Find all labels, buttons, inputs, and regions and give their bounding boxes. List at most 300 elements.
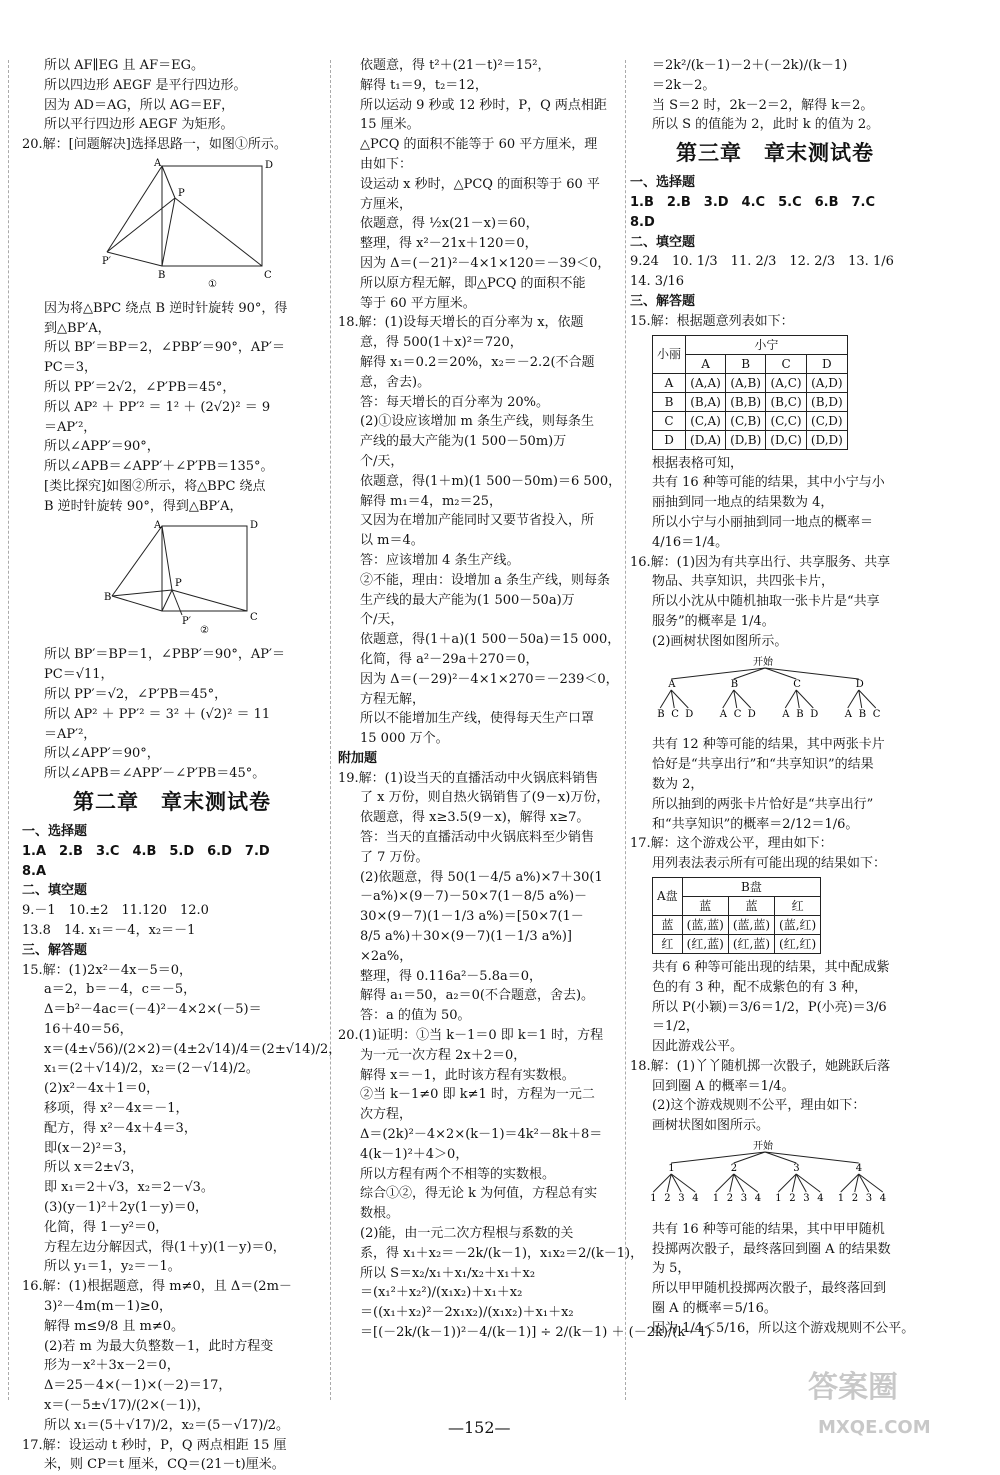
text-line: x₁＝(2＋√14)/2，x₂＝(2－√14)/2。 xyxy=(22,1059,322,1079)
text-line: 18.解：(1)设每天增长的百分率为 x，依题 xyxy=(338,313,630,333)
tree-leaf: A xyxy=(781,709,790,720)
text-line: ②当 k－1≠0 即 k≠1 时，方程为一元二 xyxy=(338,1085,630,1105)
question-20-header: 20.解：[问题解决]选择思路一，如图①所示。 xyxy=(22,135,322,155)
answer-line: 1.B 2.B 3.D 4.C 5.C 6.B 7.C xyxy=(630,193,920,213)
text-line: 所以四边形 AEGF 是平行四边形。 xyxy=(22,76,322,96)
text-line: 数为 2， xyxy=(630,775,920,795)
table-top-header: 小宁 xyxy=(686,335,848,354)
c2-block-1 xyxy=(338,56,630,749)
text-line: 共有 12 种等可能的结果，其中两张卡片 xyxy=(630,735,920,755)
text-line: 所以甲甲随机投掷两次骰子，最终落回到 xyxy=(630,1279,920,1299)
column-divider-1 xyxy=(330,60,331,1400)
figure-2-svg xyxy=(102,520,282,635)
text-line: 所以不能增加生产线，使得每天生产口罩 xyxy=(338,709,630,729)
text-line: (2)x²－4x＋1＝0， xyxy=(22,1079,322,1099)
table-cell: 蓝 xyxy=(653,915,683,934)
text-line: a＝2，b＝－4，c＝－5， xyxy=(22,980,322,1000)
text-line: 画树状图如图所示。 xyxy=(630,1116,920,1136)
text-line: ＝2k²/(k－1)－2＋(－2k)/(k－1) xyxy=(630,56,920,76)
figure-label: P′ xyxy=(182,616,192,627)
table-header-cell: B xyxy=(726,354,766,373)
table-cell: (蓝,蓝) xyxy=(682,915,728,934)
text-line: 所以 BP′＝BP＝1，∠PBP′＝90°，AP′＝ xyxy=(22,645,322,665)
text-line: ＝2k－2。 xyxy=(630,76,920,96)
table-cell: D xyxy=(653,430,686,449)
text-line: 次方程， xyxy=(338,1105,630,1125)
table-cell: (C,C) xyxy=(766,411,807,430)
table-cell: (蓝,蓝) xyxy=(728,915,774,934)
text-line: 答：当天的直播活动中火锅底料至少销售 xyxy=(338,828,630,848)
text-line: 所以运动 9 秒或 12 秒时，P，Q 两点相距 xyxy=(338,96,630,116)
text-line: －a%)×(9－7)－50×7(1－8/5 a%)－ xyxy=(338,887,630,907)
text-line: 因为将△BPC 绕点 B 逆时针旋转 90°，得 xyxy=(22,299,322,319)
table-cell: (红,蓝) xyxy=(728,934,774,953)
text-line: B 逆时针旋转 90°，得到△BP′A， xyxy=(22,497,322,517)
text-line: 即 x₁＝2＋√3，x₂＝2－√3。 xyxy=(22,1178,322,1198)
text-line: 16.解：(1)根据题意，得 m≠0，且 Δ＝(2m－ xyxy=(22,1277,322,1297)
text-line: 解得 a₁＝50，a₂＝0(不合题意，舍去)。 xyxy=(338,986,630,1006)
tree-branch xyxy=(848,690,859,708)
table-row xyxy=(653,335,848,354)
text-line: 了 x 万份，则自热火锅销售了(9－x)万份， xyxy=(338,788,630,808)
text-line: x＝(－5±√17)/(2×(－1))， xyxy=(22,1396,322,1416)
tree-leaf: C xyxy=(873,709,881,720)
tree-branch xyxy=(765,668,859,679)
tree-diagram-1-svg xyxy=(630,655,900,725)
table-cell: (红,红) xyxy=(775,934,821,953)
text-line: 4(k－1)²＋4＞0， xyxy=(338,1145,630,1165)
text-line: 所以 P(小颖)＝3/6＝1/2，P(小亮)＝3/6 xyxy=(630,998,920,1018)
c1-block-3 xyxy=(22,645,322,784)
c3-block-6 xyxy=(630,1220,920,1339)
text-line: (2)若 m 为最大负整数－1，此时方程变 xyxy=(22,1337,322,1357)
figure-label: C xyxy=(250,612,258,623)
figure-1 xyxy=(22,158,322,295)
tree-leaf: 4 xyxy=(880,1193,886,1204)
text-line: 16.解：(1)因为有共享出行、共享服务、共享 xyxy=(630,553,920,573)
text-line: 依题意，得(1＋m)(1 500－50m)＝6 500， xyxy=(338,472,630,492)
figure-label: A xyxy=(153,158,162,169)
section-heading-extra: 附加题 xyxy=(338,749,630,769)
answer-line: 8.D xyxy=(630,213,920,233)
text-line: 当 S＝2 时，2k－2＝2，解得 k＝2。 xyxy=(630,96,920,116)
text-line: 共有 16 种等可能的结果，其中小宁与小 xyxy=(630,473,920,493)
text-line: (2)这个游戏规则不公平，理由如下： xyxy=(630,1096,920,1116)
tree-leaf: 3 xyxy=(741,1193,747,1204)
text-line: 又因为在增加产能同时又要节省投入，所 xyxy=(338,511,630,531)
text-line: 答：应该增加 4 条生产线。 xyxy=(338,551,630,571)
tree-node: 2 xyxy=(731,1163,737,1174)
text-line: 所以原方程无解，即△PCQ 的面积不能 xyxy=(338,274,630,294)
text-line: 化简，得 a²－29a＋270＝0， xyxy=(338,650,630,670)
table-cell: (蓝,红) xyxy=(775,915,821,934)
text-line: 所以 S＝x₂/x₁＋x₁/x₂＋x₁＋x₂ xyxy=(338,1264,630,1284)
text-line: 17.解：这个游戏公平，理由如下： xyxy=(630,834,920,854)
text-line: (2)能，由一元二次方程根与系数的关 xyxy=(338,1224,630,1244)
tree-leaf: 3 xyxy=(803,1193,809,1204)
section-heading: 三、解答题 xyxy=(630,292,920,312)
text-line: 所以 S 的值能为 2，此时 k 的值为 2。 xyxy=(630,115,920,135)
text-line: 17.解：设运动 t 秒时，P，Q 两点相距 15 厘 xyxy=(22,1436,322,1456)
text-line: 综合①②，得无论 k 为何值，方程总有实 xyxy=(338,1184,630,1204)
text-line: 所以小宁与小丽抽到同一地点的概率＝ xyxy=(630,513,920,533)
figure-caption: ① xyxy=(208,279,217,290)
tree-node: C xyxy=(793,679,801,690)
text-line: 20.(1)证明：①当 k－1＝0 即 k＝1 时，方程 xyxy=(338,1026,630,1046)
text-line: 所以∠APB＝∠APP′＋∠P′PB＝135°。 xyxy=(22,457,322,477)
tree-leaf: B xyxy=(657,709,664,720)
c3-block-3 xyxy=(630,454,920,652)
text-line: 化简，得 1－y²＝0， xyxy=(22,1218,322,1238)
text-line: Δ＝25－4×(－1)×(－2)＝17， xyxy=(22,1376,322,1396)
text-line: 投掷两次骰子，最终落回到圈 A 的结果数 xyxy=(630,1240,920,1260)
answer-line: 1.A 2.B 3.C 4.B 5.D 6.D 7.D xyxy=(22,842,322,862)
tree-branch xyxy=(796,1174,806,1192)
text-line: 16＋40＝56， xyxy=(22,1020,322,1040)
text-line: 色的有 3 种，配不成紫色的有 3 种， xyxy=(630,978,920,998)
figure-label: C xyxy=(264,270,272,281)
text-line: 和“共享知识”的概率＝2/12＝1/6。 xyxy=(630,815,920,835)
tree-leaf: 1 xyxy=(713,1193,719,1204)
text-line: 用列表法表示所有可能出现的结果如下： xyxy=(630,854,920,874)
text-line: (2)依题意，得 50(1－4/5 a%)×7＋30(1 xyxy=(338,868,630,888)
tree-branch xyxy=(859,1174,869,1192)
text-line: △PCQ 的面积不能等于 60 平方厘米，理 xyxy=(338,135,630,155)
text-line: ＝AP′²， xyxy=(22,418,322,438)
tree-root: 开始 xyxy=(753,655,774,668)
chapter-2-title: 第二章 章末测试卷 xyxy=(22,788,322,816)
tree-leaf: 4 xyxy=(755,1193,761,1204)
table-cell: (A,C) xyxy=(766,373,807,392)
text-line: (2)①设应该增加 m 条生产线，则每条生 xyxy=(338,412,630,432)
text-line: PC＝3， xyxy=(22,358,322,378)
text-line: 所以∠APP′＝90°， xyxy=(22,744,322,764)
result-table-2 xyxy=(652,877,821,954)
result-table-1 xyxy=(652,335,848,450)
tree-node: 1 xyxy=(668,1163,674,1174)
tree-node: 3 xyxy=(793,1163,799,1174)
c3-block-1 xyxy=(630,56,920,135)
text-line: ②不能，理由：设增加 a 条生产线，则每条 xyxy=(338,571,630,591)
answer-line: 9.24 10. 1/3 11. 2/3 12. 2/3 13. 1/6 xyxy=(630,252,920,272)
tree-leaf: 2 xyxy=(727,1193,733,1204)
text-line: 所以平行四边形 AEGF 为矩形。 xyxy=(22,115,322,135)
text-line: x＝(4±√56)/(2×2)＝(4±2√14)/4＝(2±√14)/2， xyxy=(22,1040,322,1060)
table-header-cell: A xyxy=(686,354,726,373)
tree-node: D xyxy=(856,679,864,690)
tree-node: B xyxy=(731,679,738,690)
tree-root: 开始 xyxy=(753,1139,774,1152)
tree-diagram-2 xyxy=(630,1139,920,1216)
table-cell: (A,D) xyxy=(806,373,847,392)
tree-branch xyxy=(734,1174,744,1192)
tree-leaf: C xyxy=(671,709,679,720)
tree-leaf: 1 xyxy=(650,1193,656,1204)
section-heading: 一、选择题 xyxy=(22,822,322,842)
text-line: 形为－x²＋3x－2＝0， xyxy=(22,1356,322,1376)
c3-block-4 xyxy=(630,735,920,874)
watermark-logo: 答案圈 xyxy=(808,1378,898,1398)
text-line: 因此游戏公平。 xyxy=(630,1037,920,1057)
tree-leaf: D xyxy=(748,709,756,720)
text-line: 依题意，得 x≥3.5(9－x)，解得 x≥7。 xyxy=(338,808,630,828)
tree-leaf: 2 xyxy=(852,1193,858,1204)
text-line: 为 5， xyxy=(630,1259,920,1279)
text-line: 方程左边分解因式，得(1＋y)(1－y)＝0， xyxy=(22,1238,322,1258)
tree-branch xyxy=(796,1174,820,1192)
text-line: 因为 AD＝AG，所以 AG＝EF， xyxy=(22,96,322,116)
tree-branch xyxy=(660,690,671,708)
tree-branch xyxy=(671,1174,695,1192)
text-line: 物品、共享知识，共四张卡片， xyxy=(630,572,920,592)
figure-label: B xyxy=(158,270,165,281)
figure-label: A xyxy=(153,520,162,531)
table-cell: (D,A) xyxy=(686,430,726,449)
table-header-cell: C xyxy=(766,354,807,373)
text-line: Δ＝b²－4ac＝(－4)²－4×2×(－5)＝ xyxy=(22,1000,322,1020)
text-line: 所以 BP′＝BP＝2，∠PBP′＝90°，AP′＝ xyxy=(22,338,322,358)
text-line: ＝((x₁＋x₂)²－2x₁x₂)/(x₁x₂)＋x₁＋x₂ xyxy=(338,1303,630,1323)
text-line: 所以 PP′＝√2，∠P′PB＝45°， xyxy=(22,685,322,705)
text-line: 解得 x₁＝0.2＝20%，x₂＝－2.2(不合题 xyxy=(338,353,630,373)
text-line: PC＝√11， xyxy=(22,665,322,685)
text-line: 所以方程有两个不相等的实数根。 xyxy=(338,1165,630,1185)
table-row xyxy=(653,411,848,430)
text-line: 所以∠APB＝∠APP′－∠P′PB＝45°。 xyxy=(22,764,322,784)
answer-line: 8.A xyxy=(22,862,322,882)
tree-leaf: 2 xyxy=(664,1193,670,1204)
figure-label: D xyxy=(265,160,273,171)
tree-leaf: A xyxy=(844,709,853,720)
tree-leaf: B xyxy=(859,709,866,720)
c1-block-4 xyxy=(22,961,322,1475)
text-line: 到△BP′A， xyxy=(22,319,322,339)
text-line: 3)²－4m(m－1)≥0， xyxy=(22,1297,322,1317)
table-cell: B xyxy=(653,392,686,411)
table-cell: (A,B) xyxy=(726,373,766,392)
tree-leaf: A xyxy=(719,709,728,720)
text-line: 所以小沈从中随机抽取一张卡片是“共享 xyxy=(630,592,920,612)
tree-leaf: D xyxy=(810,709,818,720)
tree-branch xyxy=(734,1174,758,1192)
text-line: 15.解：根据题意列表如下： xyxy=(630,312,920,332)
chapter-3-title: 第三章 章末测试卷 xyxy=(630,139,920,167)
text-line: 所以抽到的两张卡片恰好是“共享出行” xyxy=(630,795,920,815)
tree-branch xyxy=(723,690,734,708)
tree-branch xyxy=(765,1152,859,1163)
c1-block-2 xyxy=(22,299,322,517)
text-line: 所以 AP² ＋ PP′² ＝ 1² ＋ (2√2)² ＝ 9 xyxy=(22,398,322,418)
tree-leaf: C xyxy=(734,709,742,720)
table-row xyxy=(653,430,848,449)
tree-leaf: 1 xyxy=(838,1193,844,1204)
text-line: 丽抽到同一地点的结果数为 4， xyxy=(630,493,920,513)
text-line: 恰好是“共享出行”和“共享知识”的结果 xyxy=(630,755,920,775)
tree-leaf: B xyxy=(796,709,803,720)
table-cell: (B,D) xyxy=(806,392,847,411)
tree-leaf: 4 xyxy=(817,1193,823,1204)
tree-branch xyxy=(653,1174,671,1192)
c2-block-2 xyxy=(338,769,630,1343)
text-line: 方厘米， xyxy=(338,195,630,215)
text-line: 解得 x＝－1，此时该方程有实数根。 xyxy=(338,1066,630,1086)
text-line: ＝(x₁²＋x₂²)/(x₁x₂)＋x₁＋x₂ xyxy=(338,1283,630,1303)
answer-line: 9.－1 10.±2 11.120 12.0 xyxy=(22,901,322,921)
text-line: 整理，得 x²－21x＋120＝0， xyxy=(338,234,630,254)
text-line: 所以 x＝2±√3， xyxy=(22,1158,322,1178)
text-line: 依题意，得(1＋a)(1 500－50a)＝15 000， xyxy=(338,630,630,650)
text-line: 为一元一次方程 2x＋2＝0， xyxy=(338,1046,630,1066)
text-line: 米，则 CP＝t 厘米，CQ＝(21－t)厘米。 xyxy=(22,1455,322,1475)
text-line: Δ＝(2k)²－4×2×(k－1)＝4k²－8k＋8＝ xyxy=(338,1125,630,1145)
text-line: 答：a 的值为 50。 xyxy=(338,1006,630,1026)
section-heading: 二、填空题 xyxy=(22,881,322,901)
column-1 xyxy=(22,56,322,1475)
section-heading: 二、填空题 xyxy=(630,233,920,253)
text-line: [类比探究]如图②所示，将△BPC 绕点 xyxy=(22,477,322,497)
figure-label: B xyxy=(104,592,111,603)
text-line: 15.解：(1)2x²－4x－5＝0， xyxy=(22,961,322,981)
text-line: 个/天， xyxy=(338,452,630,472)
text-line: 圈 A 的概率＝5/16。 xyxy=(630,1299,920,1319)
tree-branch xyxy=(716,1174,734,1192)
tree-branch xyxy=(859,1174,883,1192)
text-line: 移项，得 x²－4x＝－1， xyxy=(22,1099,322,1119)
text-line: 产线的最大产能为(1 500－50m)万 xyxy=(338,432,630,452)
text-line: 答：每天增长的百分率为 20%。 xyxy=(338,393,630,413)
table-header-cell: 蓝 xyxy=(728,896,774,915)
tree-branch xyxy=(671,668,765,679)
text-line: 了 7 万份。 xyxy=(338,848,630,868)
text-line: 所以 AF∥EG 且 AF＝EG。 xyxy=(22,56,322,76)
text-line: 服务”的概率是 1/4。 xyxy=(630,612,920,632)
figure-label: D xyxy=(250,520,258,531)
text-line: 整理，得 0.116a²－5.8a＝0， xyxy=(338,967,630,987)
text-line: 方程无解， xyxy=(338,690,630,710)
text-line: ＝1/2， xyxy=(630,1017,920,1037)
text-line: 所以 PP′＝2√2，∠P′PB＝45°， xyxy=(22,378,322,398)
text-line: ＝AP′²， xyxy=(22,725,322,745)
text-line: 解得 m₁＝4，m₂＝25， xyxy=(338,492,630,512)
text-line: 即(x－2)²＝3， xyxy=(22,1139,322,1159)
tree-leaf: 4 xyxy=(692,1193,698,1204)
figure-label: P xyxy=(178,188,185,199)
text-line: 因为 Δ＝(－29)²－4×1×270＝－239＜0， xyxy=(338,670,630,690)
text-line: 系，得 x₁＋x₂＝－2k/(k－1)，x₁x₂＝2/(k－1)， xyxy=(338,1244,630,1264)
table-top-header: B盘 xyxy=(682,877,821,896)
text-line: 8/5 a%)＋30×(9－7)(1－1/3 a%)] xyxy=(338,927,630,947)
text-line: 所以 x₁＝(5＋√17)/2，x₂＝(5－√17)/2。 xyxy=(22,1416,322,1436)
table-corner: A盘 xyxy=(653,877,683,915)
text-line: 意，得 500(1＋x)²＝720， xyxy=(338,333,630,353)
text-line: 根据表格可知， xyxy=(630,454,920,474)
text-line: 生产线的最大产能为(1 500－50a)万 xyxy=(338,591,630,611)
binding-margin-line xyxy=(8,60,9,1400)
text-line: 共有 6 种等可能出现的结果，其中配成紫 xyxy=(630,958,920,978)
table-cell: (D,D) xyxy=(806,430,847,449)
table-cell: (B,C) xyxy=(766,392,807,411)
text-line: 依题意，得 t²＋(21－t)²＝15²， xyxy=(338,56,630,76)
text-line: (3)(y－1)²＋2y(1－y)＝0， xyxy=(22,1198,322,1218)
tree-leaf: 1 xyxy=(775,1193,781,1204)
text-line: (2)画树状图如图所示。 xyxy=(630,632,920,652)
table-row xyxy=(653,934,821,953)
table-cell: 红 xyxy=(653,934,683,953)
text-line: 因为 1/4＜5/16，所以这个游戏规则不公平。 xyxy=(630,1319,920,1339)
text-line: 数根。 xyxy=(338,1204,630,1224)
table-cell: (B,A) xyxy=(686,392,726,411)
tree-branch xyxy=(841,1174,859,1192)
text-line: 因为 Δ＝(－21)²－4×1×120＝－39＜0， xyxy=(338,254,630,274)
tree-node: 4 xyxy=(856,1163,862,1174)
tree-branch xyxy=(671,1152,765,1163)
table-cell: (C,D) xyxy=(806,411,847,430)
figure-2 xyxy=(22,520,322,642)
text-line: ＝[(－2k/(k－1))²－4/(k－1)] ÷ 2/(k－1) ＋ (－2k)/(k－1) xyxy=(338,1323,630,1343)
page-number: —152— xyxy=(448,1418,511,1438)
tree-branch xyxy=(778,1174,796,1192)
answer-line: 13.8 14. x₁＝－4，x₂＝－1 xyxy=(22,921,322,941)
text-line: 个/天， xyxy=(338,610,630,630)
text-line: 所以 y₁＝1，y₂＝－1。 xyxy=(22,1257,322,1277)
table-row xyxy=(653,877,821,896)
text-line: ×2a%， xyxy=(338,947,630,967)
text-line: 30×(9－7)(1－1/3 a%)＝[50×7(1－ xyxy=(338,907,630,927)
c3-block-5 xyxy=(630,958,920,1136)
column-2 xyxy=(338,56,630,1343)
answer-line: 14. 3/16 xyxy=(630,272,920,292)
tree-leaf: 2 xyxy=(789,1193,795,1204)
table-row xyxy=(653,373,848,392)
text-line: 意，舍去)。 xyxy=(338,373,630,393)
text-line: 解得 m≤9/8 且 m≠0。 xyxy=(22,1317,322,1337)
tree-diagram-2-svg xyxy=(630,1139,900,1209)
section-heading: 一、选择题 xyxy=(630,173,920,193)
text-line: 15 厘米。 xyxy=(338,115,630,135)
text-line: 回到圈 A 的概率＝1/4。 xyxy=(630,1077,920,1097)
tree-branch xyxy=(785,690,796,708)
table-cell: (C,B) xyxy=(726,411,766,430)
tree-leaf: 3 xyxy=(866,1193,872,1204)
text-line: 共有 16 种等可能的结果，其中甲甲随机 xyxy=(630,1220,920,1240)
tree-branch xyxy=(671,1174,681,1192)
text-line: 所以∠APP′＝90°， xyxy=(22,437,322,457)
tree-leaf: 3 xyxy=(678,1193,684,1204)
table-cell: (D,C) xyxy=(766,430,807,449)
tree-node: A xyxy=(667,679,676,690)
table-corner: 小丽 xyxy=(653,335,686,373)
tree-leaf: D xyxy=(685,709,693,720)
text-line: 15 000 万个。 xyxy=(338,729,630,749)
text-line: 依题意，得 ½x(21－x)＝60， xyxy=(338,214,630,234)
table-cell: (B,B) xyxy=(726,392,766,411)
text-line: 设运动 x 秒时，△PCQ 的面积等于 60 平 xyxy=(338,175,630,195)
table-cell: A xyxy=(653,373,686,392)
table-cell: (D,B) xyxy=(726,430,766,449)
table-cell: C xyxy=(653,411,686,430)
table-row xyxy=(653,392,848,411)
text-line: 解得 t₁＝9，t₂＝12， xyxy=(338,76,630,96)
text-line: 等于 60 平方厘米。 xyxy=(338,294,630,314)
text-line: 由如下： xyxy=(338,155,630,175)
text-line: 18.解：(1)丫丫随机掷一次骰子，她跳跃后落 xyxy=(630,1057,920,1077)
table-cell: (红,蓝) xyxy=(682,934,728,953)
tree-diagram-1 xyxy=(630,655,920,732)
text-line: 4/16＝1/4。 xyxy=(630,533,920,553)
figure-1-svg xyxy=(102,158,282,288)
c1-block-1 xyxy=(22,56,322,135)
figure-caption: ② xyxy=(200,625,209,636)
